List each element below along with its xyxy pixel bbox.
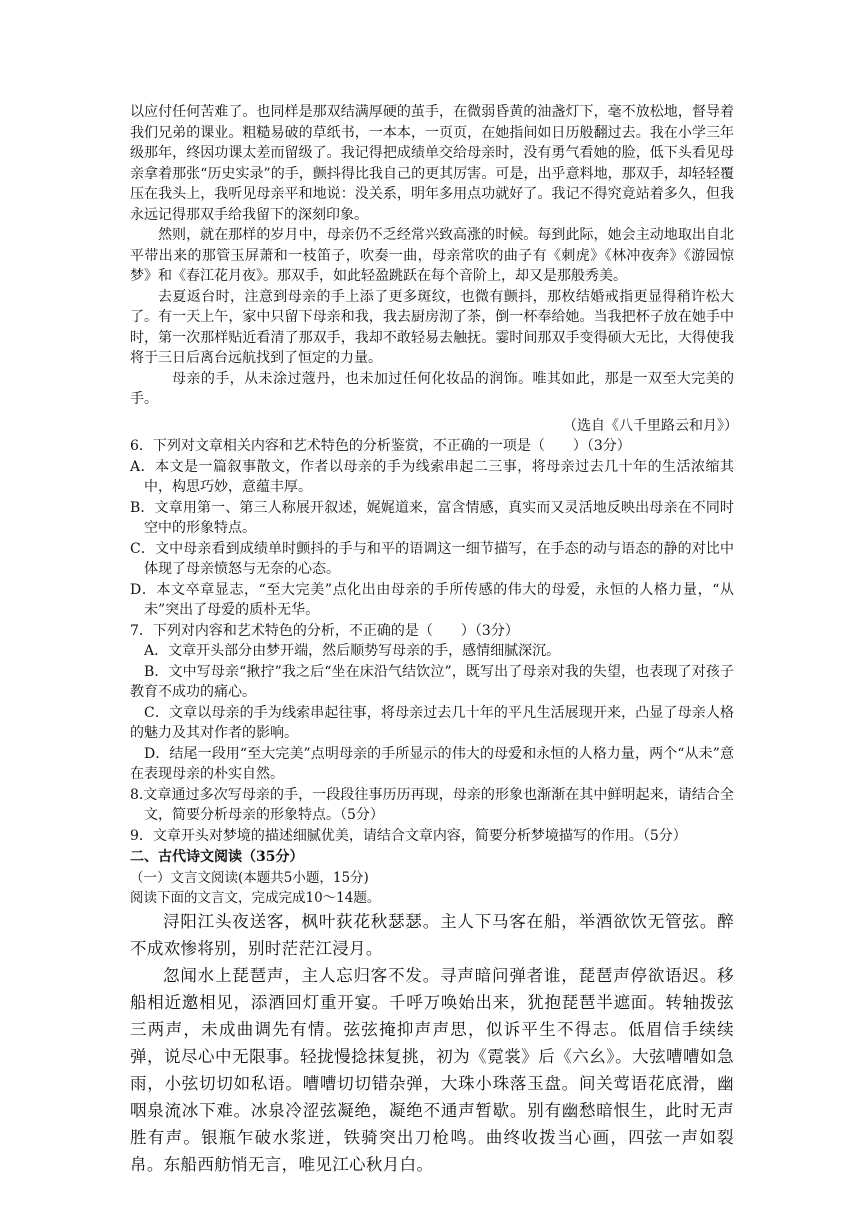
passage-paragraph-3: 去夏返台时，注意到母亲的手上添了更多斑纹，也微有颤抖，那枚结婚戒指更显得稍许松大了。有一天上午，家中只留下母亲和我，我去厨房沏了茶，倒一杯奉给她。当我把杯子放在她手中时，第一次那样贴近看清了那双手，我却不敢轻易去触抚。霎时间那双手变得硕大无比，大得使我将于三日后离台远航找到了恒定的力量。 [130,288,734,366]
question-6-option-d: D．本文卒章显志，“至大完美”点化出由母亲的手所传感的伟大的母爱，永恒的人格力量，“从未”突出了母爱的质朴无华。 [130,581,734,618]
section-heading: 二、古代诗文阅读（35分） [130,849,304,865]
poem-paragraph-1: 浔阳江头夜送客，枫叶荻花秋瑟瑟。主人下马客在船，举酒欲饮无管弦。醉不成欢惨将别，别时茫茫江浸月。 [130,912,734,958]
question-9: 9．文章开头对梦境的描述细腻优美，请结合文章内容，简要分析梦境描写的作用。（5分） [130,827,687,844]
passage-paragraph-1: 以应付任何苦难了。也同样是那双结满厚硬的茧手，在微弱昏黄的油盏灯下，毫不放松地，督导着我们兄弟的课业。粗糙易破的草纸书，一本本，一页页，在她指间如日历般翻过去。我在小学三年级那年，终因功课太差而留级了。我记得把成绩单交给母亲时，没有勇气看她的脸，低下头看见母亲拿着那张“历史实录”的手，颤抖得比我自己的更其厉害。可是，出乎意料地，那双手，却轻轻覆压在我头上，我听见母亲平和地说：没关系，明年多用点功就好了。我记不得究竟站着多久，但我永远记得那双手给我留下的深刻印象。 [130,104,734,223]
question-7-option-a: A．文章开头部分由梦开端，然后顺势写母亲的手，感情细腻深沉。 [144,643,561,659]
question-7-option-c: C．文章以母亲的手为线索串起往事，将母亲过去几十年的平凡生活展现开来，凸显了母亲人格的魅力及其对作者的影响。 [130,704,734,741]
question-6-option-a: A．本文是一篇叙事散文，作者以母亲的手为线索串起二三事，将母亲过去几十年的生活浓缩其中，构思巧妙，意蕴丰厚。 [130,458,734,495]
question-7: 7．下列对内容和艺术特色的分析，不正确的是（ ）（3分） [130,622,519,639]
passage-paragraph-2: 然则，就在那样的岁月中，母亲仍不乏经常兴致高涨的时候。每到此际，她会主动地取出自北平带出来的那管玉屏萧和一枝笛子，吹奏一曲，母亲常吹的曲子有《刺虎》《林冲夜奔》《游园惊梦》和《春江花月夜》。那双手，如此轻盈跳跃在每个音阶上，却又是那般秀美。 [130,227,734,284]
subsection-title: （一）文言文阅读(本题共5小题，15分) [130,870,369,886]
poem-paragraph-2: 忽闻水上琵琶声，主人忘归客不发。寻声暗问弹者谁，琵琶声停欲语迟。移船相近邀相见，添酒回灯重开宴。千呼万唤始出来，犹抱琵琶半遮面。转轴拨弦三两声，未成曲调先有情。弦弦掩抑声声思，似诉平生不得志。低眉信手续续弹，说尽心中无限事。轻拢慢捻抹复挑，初为《霓裳》后《六幺》。大弦嘈嘈如急雨，小弦切切如私语。嘈嘈切切错杂弹，大珠小珠落玉盘。间关莺语花底滑，幽咽泉流冰下难。冰泉冷涩弦凝绝，凝绝不通声暂歇。别有幽愁暗恨生，此时无声胜有声。银瓶乍破水浆迸，铁骑突出刀枪鸣。曲终收拨当心画，四弦一声如裂帛。东船西舫悄无言，唯见江心秋月白。 [130,966,734,1174]
question-6: 6．下列对文章相关内容和艺术特色的分析鉴赏，不正确的一项是（ ）（3分） [130,438,631,454]
passage-paragraph-4: 母亲的手，从未涂过蔻丹，也未加过任何化妆品的润饰。唯其如此，那是一双至大完美的手。 [130,370,734,407]
question-7-option-b: B．文中写母亲“揪拧”我之后“坐在床沿气结饮泣”，既写出了母亲对我的失望，也表现了对孩子教育不成功的痛心。 [130,663,734,700]
question-6-option-c: C．文中母亲看到成绩单时颤抖的手与和平的语调这一细节描写，在手态的动与语态的静的对比中体现了母亲愤怒与无奈的心态。 [130,540,734,577]
question-7-option-d: D．结尾一段用“至大完美”点明母亲的手所显示的伟大的母爱和永恒的人格力量，两个“从未”意在表现母亲的朴实自然。 [130,745,734,782]
passage-source: （选自《八千里路云和月》） [563,417,738,434]
page-content [130,102,738,1178]
reading-instruction: 阅读下面的文言文，完成完成10～14题。 [130,890,381,906]
question-8: 8.文章通过多次写母亲的手，一段段往事历历再现，母亲的形象也渐渐在其中鲜明起来，请结合全文，简要分析母亲的形象特点。（5分） [130,786,734,823]
question-6-option-b: B．文章用第一、第三人称展开叙述，娓娓道来，富含情感，真实而又灵活地反映出母亲在不同时空中的形象特点。 [130,499,734,536]
